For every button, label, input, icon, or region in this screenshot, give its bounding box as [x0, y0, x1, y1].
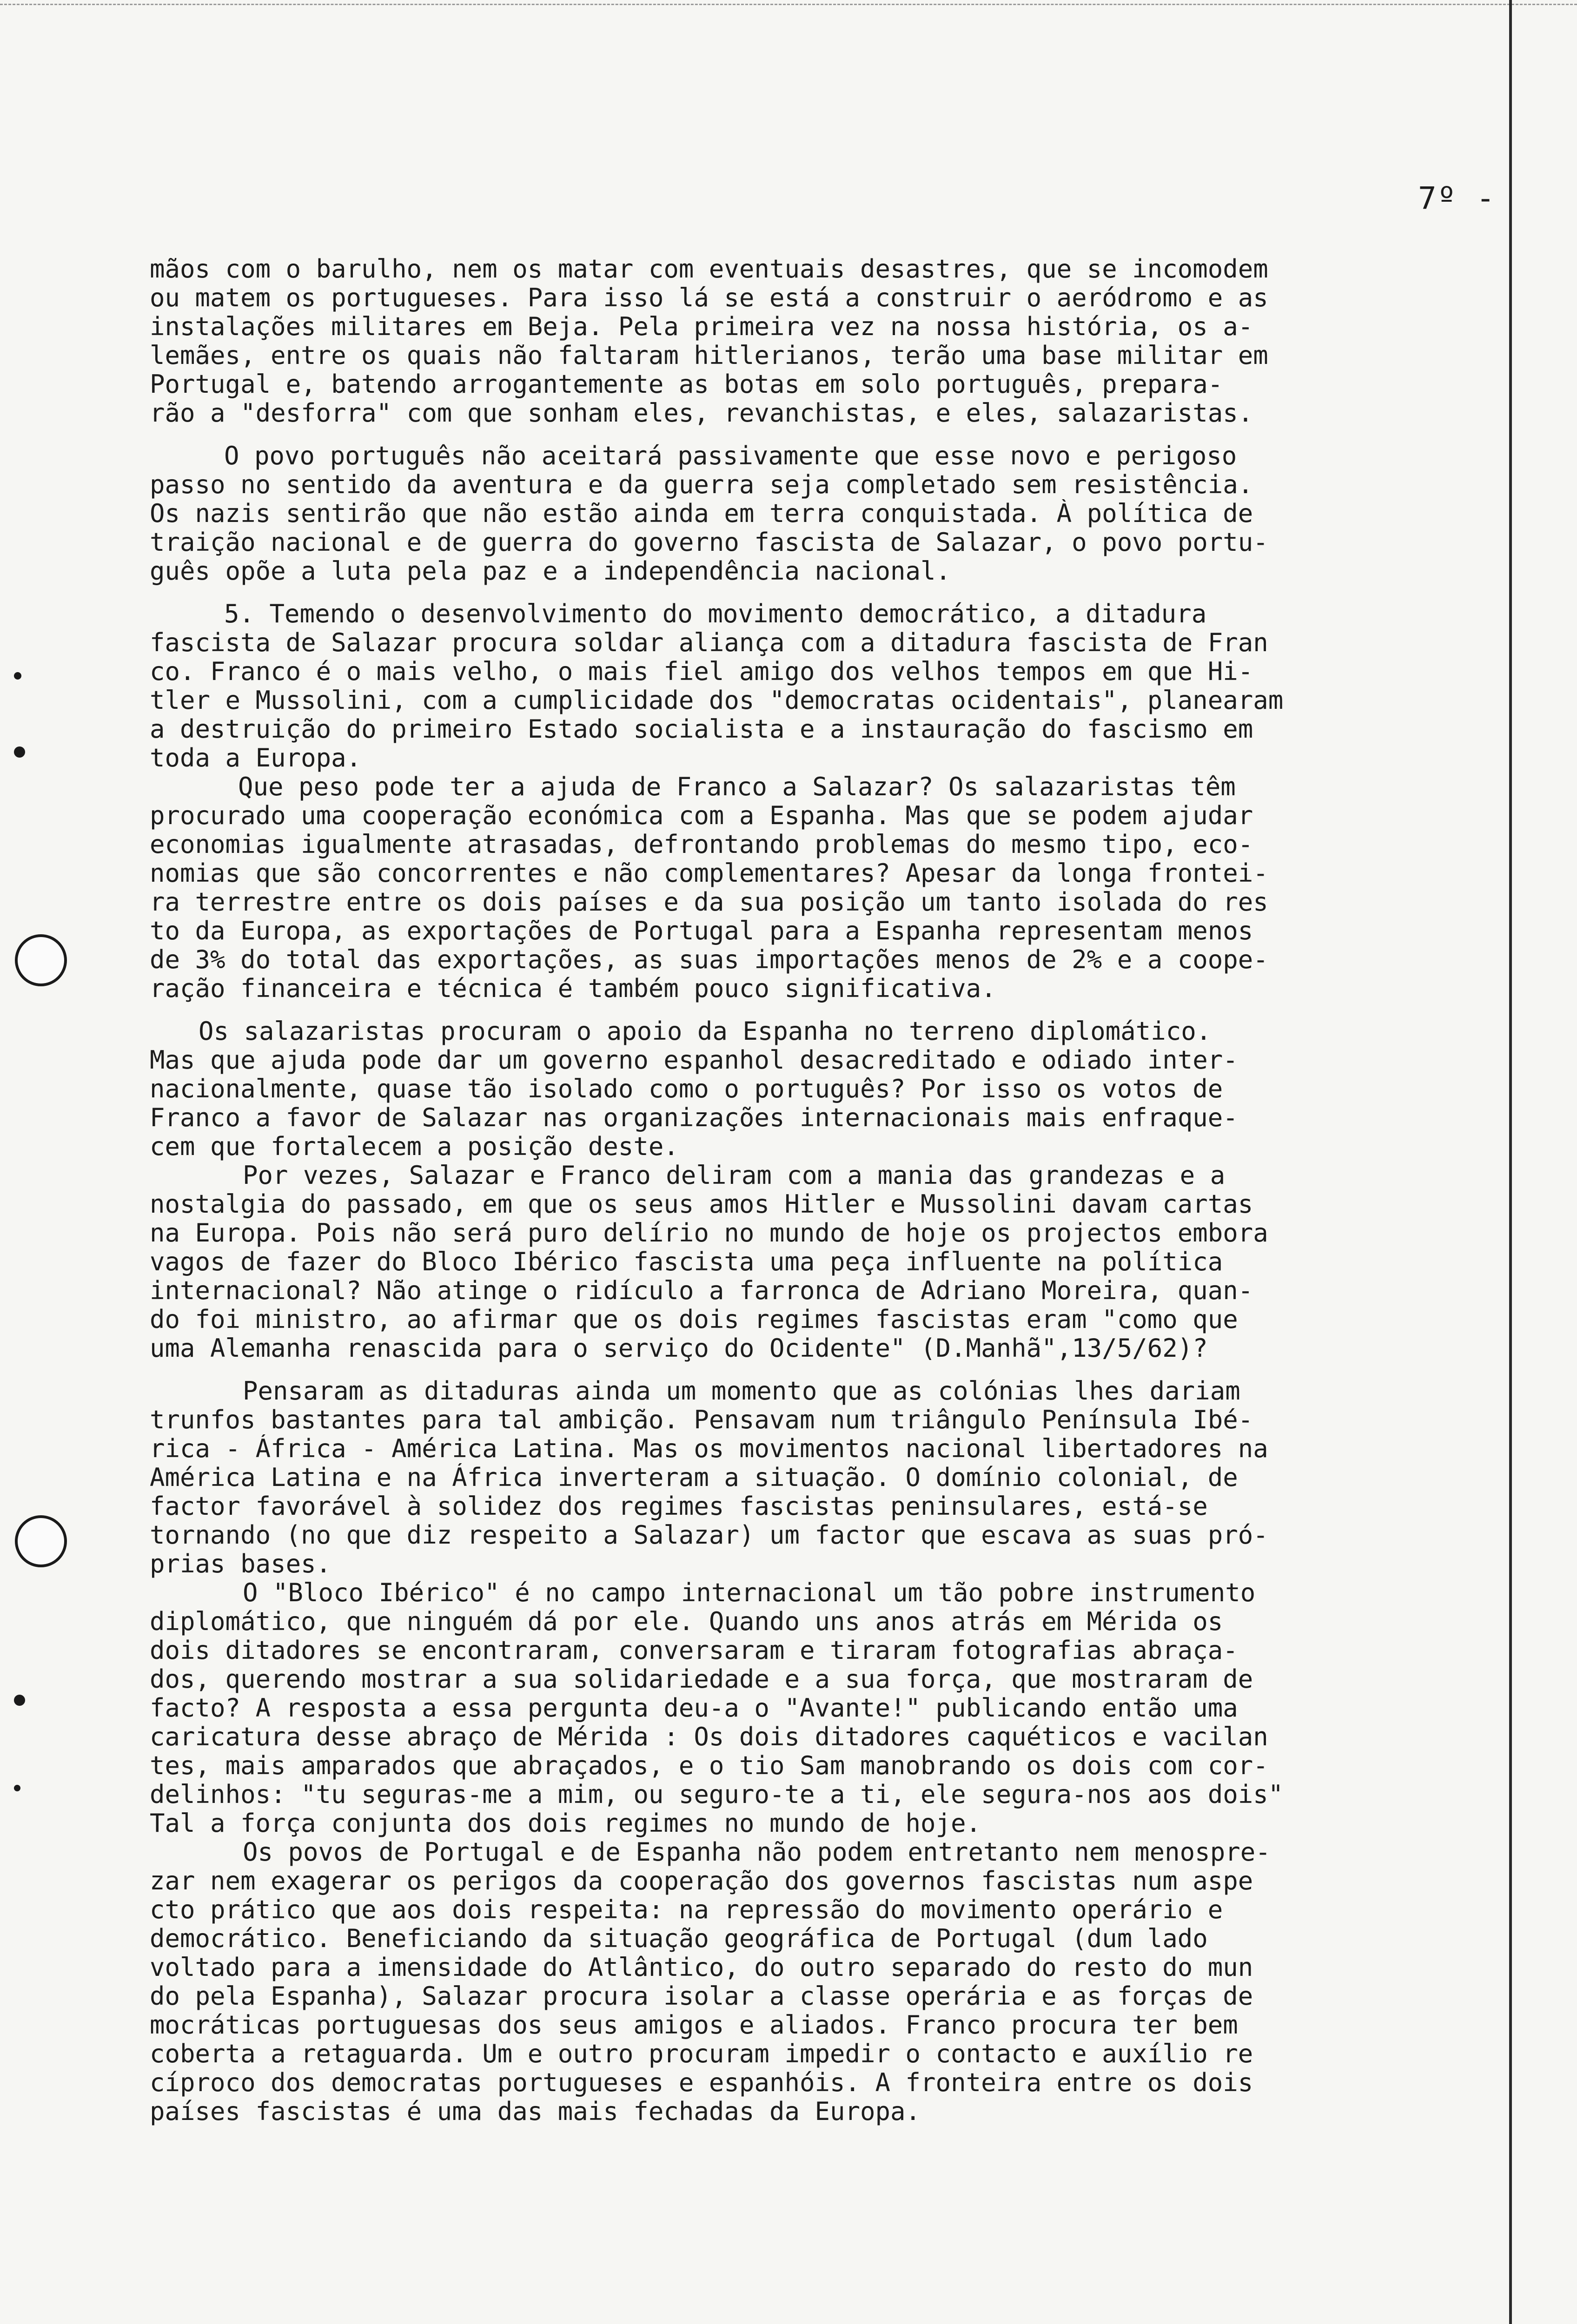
text-line: do pela Espanha), Salazar procura isolar a classe operária e as forças de [150, 1982, 1253, 2011]
text-line: vagos de fazer do Bloco Ibérico fascista uma peça influente na política [150, 1248, 1223, 1276]
text-line: Pensaram as ditaduras ainda um momento que as colónias lhes dariam [243, 1377, 1240, 1406]
text-line: Que peso pode ter a ajuda de Franco a Salazar? Os salazaristas têm [238, 772, 1236, 801]
text-line: ou matem os portugueses. Para isso lá se está a construir o aeródromo e as [150, 284, 1268, 312]
text-line: passo no sentido da aventura e da guerra seja completado sem resistência. [150, 470, 1253, 499]
punch-hole-dot [14, 1695, 25, 1706]
text-line: Os nazis sentirão que não estão ainda em terra conquistada. À política de [150, 499, 1253, 528]
right-margin-rule [1509, 0, 1512, 2324]
text-line: tornando (no que diz respeito a Salazar) um factor que escava as suas pró- [150, 1521, 1268, 1550]
text-line: cem que fortalecem a posição deste. [150, 1132, 679, 1161]
typewritten-text [150, 255, 1508, 2126]
text-line: dos, querendo mostrar a sua solidariedade e a sua força, que mostraram de [150, 1665, 1253, 1694]
text-line: Por vezes, Salazar e Franco deliram com a mania das grandezas e a [243, 1161, 1226, 1190]
text-line: rica - África - América Latina. Mas os movimentos nacional libertadores na [150, 1434, 1268, 1463]
text-line: Franco a favor de Salazar nas organizações internacionais mais enfraque- [150, 1103, 1238, 1132]
text-line: O "Bloco Ibérico" é no campo internacional um tão pobre instrumento [243, 1578, 1256, 1607]
text-line: economias igualmente atrasadas, defrontando problemas do mesmo tipo, eco- [150, 830, 1253, 859]
punch-hole-ring [15, 934, 67, 986]
text-line: Portugal e, batendo arrogantemente as botas em solo português, prepara- [150, 370, 1223, 399]
text-line: nostalgia do passado, em que os seus amos Hitler e Mussolini davam cartas [150, 1190, 1253, 1219]
text-line: procurado uma cooperação económica com a Espanha. Mas que se podem ajudar [150, 801, 1253, 830]
text-line: voltado para a imensidade do Atlântico, do outro separado do resto do mun [150, 1953, 1253, 1982]
text-line: trunfos bastantes para tal ambição. Pensavam num triângulo Península Ibé- [150, 1406, 1253, 1434]
text-line: coberta a retaguarda. Um e outro procuram impedir o contacto e auxílio re [150, 2040, 1253, 2068]
text-line: diplomático, que ninguém dá por ele. Quando uns anos atrás em Mérida os [150, 1607, 1223, 1636]
text-line: de 3% do total das exportações, as suas importações menos de 2% e a coope- [150, 945, 1268, 974]
text-line: factor favorável à solidez dos regimes fascistas peninsulares, está-se [150, 1492, 1208, 1521]
text-line: a destruição do primeiro Estado socialista e a instauração do fascismo em [150, 715, 1253, 744]
text-line: ra terrestre entre os dois países e da sua posição um tanto isolada do res [150, 888, 1268, 917]
text-line: toda a Europa. [150, 744, 362, 772]
text-line: Mas que ajuda pode dar um governo espanhol desacreditado e odiado inter- [150, 1046, 1238, 1075]
text-line: Os salazaristas procuram o apoio da Espanha no terreno diplomático. [199, 1017, 1212, 1046]
text-line: uma Alemanha renascida para o serviço do Ocidente" (D.Manhã",13/5/62)? [150, 1334, 1208, 1363]
text-line: nacionalmente, quase tão isolado como o português? Por isso os votos de [150, 1075, 1223, 1103]
text-line: mocráticas portuguesas dos seus amigos e aliados. Franco procura ter bem [150, 2011, 1238, 2040]
text-line: rão a "desforra" com que sonham eles, revanchistas, e eles, salazaristas. [150, 399, 1253, 428]
text-line: países fascistas é uma das mais fechadas da Europa. [150, 2097, 921, 2126]
text-line: 5. Temendo o desenvolvimento do movimento democrático, a ditadura [224, 600, 1207, 628]
text-line: zar nem exagerar os perigos da cooperação dos governos fascistas num aspe [150, 1867, 1253, 1895]
text-line: guês opõe a luta pela paz e a independência nacional. [150, 557, 951, 586]
text-line: Os povos de Portugal e de Espanha não podem entretanto nem menospre- [243, 1838, 1271, 1867]
punch-hole-dot [14, 746, 25, 758]
text-line: tler e Mussolini, com a cumplicidade dos "democratas ocidentais", planearam [150, 686, 1284, 715]
text-line: internacional? Não atinge o ridículo a farronca de Adriano Moreira, quan- [150, 1276, 1253, 1305]
text-line: cto prático que aos dois respeita: na repressão do movimento operário e [150, 1895, 1223, 1924]
punch-hole-dot [14, 1785, 20, 1791]
text-line: caricatura desse abraço de Mérida : Os dois ditadores caquéticos e vacilan [150, 1723, 1268, 1751]
text-line: O povo português não aceitará passivamente que esse novo e perigoso [224, 442, 1237, 470]
text-line: to da Europa, as exportações de Portugal para a Espanha representam menos [150, 917, 1253, 945]
text-line: ração financeira e técnica é também pouco significativa. [150, 974, 996, 1003]
text-line: América Latina e na África inverteram a situação. O domínio colonial, de [150, 1463, 1238, 1492]
text-line: do foi ministro, ao afirmar que os dois regimes fascistas eram "como que [150, 1305, 1238, 1334]
text-line: mãos com o barulho, nem os matar com eventuais desastres, que se incomodem [150, 255, 1268, 284]
text-line: cíproco dos democratas portugueses e espanhóis. A fronteira entre os dois [150, 2068, 1253, 2097]
text-line: instalações militares em Beja. Pela primeira vez na nossa história, os a- [150, 312, 1253, 341]
text-line: democrático. Beneficiando da situação geográfica de Portugal (dum lado [150, 1924, 1208, 1953]
text-line: dois ditadores se encontraram, conversaram e tiraram fotografias abraça- [150, 1636, 1238, 1665]
text-line: fascista de Salazar procura soldar aliança com a ditadura fascista de Fran [150, 628, 1268, 657]
text-line: co. Franco é o mais velho, o mais fiel amigo dos velhos tempos em que Hi- [150, 657, 1253, 686]
text-line: delinhos: "tu seguras-me a mim, ou seguro-te a ti, ele segura-nos aos dois" [150, 1780, 1284, 1809]
text-line: traição nacional e de guerra do governo fascista de Salazar, o povo portu- [150, 528, 1268, 557]
punch-hole-ring [15, 1515, 67, 1567]
text-line: prias bases. [150, 1550, 331, 1578]
text-line: na Europa. Pois não será puro delírio no mundo de hoje os projectos embora [150, 1219, 1268, 1248]
page-number: 7º - [1418, 180, 1496, 216]
top-edge-rule [0, 4, 1577, 5]
text-line: lemães, entre os quais não faltaram hitlerianos, terão uma base militar em [150, 341, 1268, 370]
text-line: facto? A resposta a essa pergunta deu-a o "Avante!" publicando então uma [150, 1694, 1238, 1723]
text-line: Tal a força conjunta dos dois regimes no mundo de hoje. [150, 1809, 981, 1838]
punch-hole-dot [14, 672, 21, 680]
text-line: tes, mais amparados que abraçados, e o tio Sam manobrando os dois com cor- [150, 1751, 1268, 1780]
text-line: nomias que são concorrentes e não complementares? Apesar da longa frontei- [150, 859, 1268, 888]
